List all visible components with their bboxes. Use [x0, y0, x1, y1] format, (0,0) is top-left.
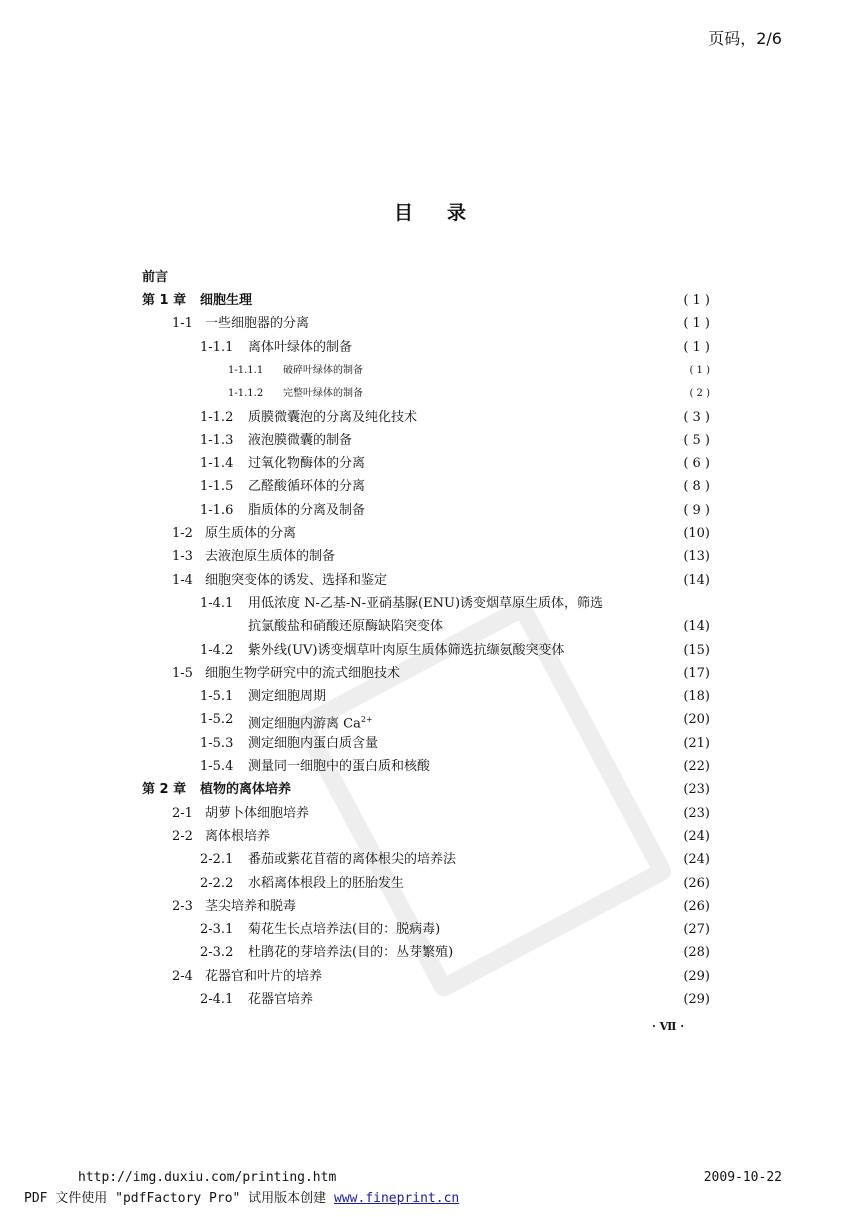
toc-entry-page: ( 1 )	[683, 339, 710, 355]
toc-entry-number: 1-1.6	[200, 502, 234, 518]
toc-dot-leader	[423, 408, 677, 428]
toc-entry-title	[248, 338, 352, 358]
toc-entry-page: (13)	[683, 549, 710, 565]
toc-entry-title	[283, 361, 363, 381]
footer-date: 2009-10-22	[703, 1170, 782, 1185]
toc-entry-page: ( 8 )	[683, 479, 710, 495]
toc-entry-title	[248, 850, 456, 870]
toc-dot-leader	[332, 687, 677, 707]
toc-entry[interactable]	[0, 571, 860, 591]
toc-entry[interactable]	[0, 408, 860, 428]
toc-dot-leader	[371, 477, 677, 497]
toc-entry-title	[200, 291, 252, 311]
toc-entry-title	[205, 804, 309, 824]
toc-entry-number: 1-1.1	[200, 339, 234, 355]
toc-dot-leader	[393, 571, 677, 591]
toc-entry[interactable]	[0, 547, 860, 567]
toc-dot-leader	[371, 454, 677, 474]
toc-entry-title-text: 脂质体的分离及制备	[248, 502, 366, 518]
toc-entry-page: (20)	[683, 712, 710, 728]
toc-dot-leader	[369, 361, 683, 381]
toc-entry-title-text: 细胞突变体的诱发、选择和鉴定	[205, 572, 388, 588]
toc-entry-title-text: 植物的离体培养	[200, 782, 292, 798]
toc-entry[interactable]	[0, 477, 860, 497]
toc-entry[interactable]	[0, 827, 860, 847]
toc-entry-title-text: 完整叶绿体的制备	[283, 388, 363, 400]
toc-dot-leader	[358, 338, 677, 358]
toc-dot-leader	[276, 827, 677, 847]
toc-entry-number: 2-3.2	[200, 945, 234, 961]
toc-entry-title-text: 过氧化物酶体的分离	[248, 456, 366, 472]
toc-dot-leader	[302, 897, 677, 917]
toc-entry-page: ( 6 )	[683, 456, 710, 472]
toc-entry-number: 第 2 章	[142, 782, 187, 798]
toc-entry-title	[248, 501, 365, 521]
toc-entry-number: 1-1.5	[200, 479, 234, 495]
toc-entry-title	[200, 780, 291, 800]
toc-chapter[interactable]	[0, 291, 860, 311]
toc-entry-page: (14)	[683, 572, 710, 588]
toc-entry-title	[248, 408, 417, 428]
toc-entry[interactable]	[0, 710, 860, 730]
toc-entry-title-text: 原生质体的分离	[205, 526, 297, 541]
toc-entry[interactable]	[0, 920, 860, 940]
toc-entry-title-text: 测定细胞周期	[248, 689, 327, 705]
toc-entry-title-text: 花器官和叶片的培养	[205, 968, 323, 984]
toc-dot-leader	[302, 524, 677, 544]
toc-entry-title	[248, 454, 365, 474]
toc-entry-title	[248, 710, 373, 734]
toc-entry-page: (23)	[683, 782, 710, 798]
toc-entry-page: ( 1 )	[689, 364, 710, 376]
toc-dot-leader	[384, 734, 677, 754]
toc-entry-number: 1-5.4	[200, 759, 234, 774]
toc-entry-title-text: 抗氯酸盐和硝酸还原酶缺陷突变体	[248, 619, 444, 635]
toc-preface[interactable]: 前言	[142, 270, 169, 285]
toc-entry-number: 2-4.1	[200, 992, 234, 1007]
toc-entry-title-text: 离体根培养	[205, 828, 271, 844]
toc-dot-leader	[369, 384, 683, 404]
toc-entry-title	[248, 477, 365, 497]
toc-entry[interactable]	[0, 990, 860, 1010]
toc-dot-leader	[410, 874, 677, 894]
toc-entry-title-text: 番茄或紫花苜蓿的离体根尖的培养法	[248, 852, 457, 868]
toc-entry-title	[248, 617, 443, 637]
toc-entry-title-text: 质膜微囊泡的分离及纯化技术	[248, 409, 418, 425]
toc-dot-leader	[315, 804, 677, 824]
page-indicator: 页码，2/6	[708, 29, 782, 48]
toc-entry[interactable]	[0, 617, 860, 637]
toc-entry[interactable]	[0, 641, 860, 661]
toc-entry-title	[205, 827, 270, 847]
toc-entry-page: (23)	[683, 805, 710, 821]
toc-entry-page: (21)	[683, 735, 710, 751]
toc-entry-title-text: 花器官培养	[248, 992, 314, 1007]
toc-chapter[interactable]	[0, 780, 860, 800]
toc-entry-page: ( 1 )	[683, 316, 710, 332]
toc-entry-title	[248, 687, 326, 707]
toc-entry-title	[205, 664, 400, 684]
toc-entry-number: 1-2	[172, 526, 193, 541]
toc-entry[interactable]	[0, 874, 860, 894]
toc-entry-number: 2-4	[172, 968, 193, 984]
toc-entry[interactable]	[0, 943, 860, 963]
toc-entry-title-text: 液泡膜微囊的制备	[248, 432, 353, 448]
toc-entry-title-text: 乙醛酸循环体的分离	[248, 479, 366, 495]
toc-entry-page: (17)	[683, 665, 710, 681]
toc-entry[interactable]	[0, 687, 860, 707]
toc-entry[interactable]	[0, 664, 860, 684]
toc-dot-leader	[436, 757, 677, 777]
toc-entry-page: ( 1 )	[683, 293, 710, 308]
toc-entry-title	[248, 641, 565, 661]
toc-entry-title	[283, 384, 363, 404]
toc-entry-number: 1-1.2	[200, 409, 234, 425]
toc-entry-title-text: 胡萝卜体细胞培养	[205, 805, 310, 821]
toc-entry-number: 1-5.3	[200, 735, 234, 751]
toc-entry-page: ( 9 )	[683, 502, 710, 518]
toc-entry-number: 1-1	[172, 316, 193, 332]
toc-entry[interactable]	[0, 454, 860, 474]
toc-entry-number: 2-2.1	[200, 852, 234, 868]
toc-entry-page: (22)	[683, 759, 710, 774]
toc-entry-number: 2-3.1	[200, 922, 234, 938]
page-title: 目录	[393, 202, 500, 224]
toc-entry-title	[205, 571, 387, 591]
toc-entry-number: 1-3	[172, 549, 193, 565]
toc-entry[interactable]	[0, 384, 860, 404]
toc-entry-title	[248, 757, 430, 777]
toc-entry-title-text: 细胞生理	[200, 293, 253, 308]
toc-entry[interactable]	[0, 594, 860, 614]
toc-entry-title	[248, 874, 404, 894]
toc-entry-title-text: 细胞生物学研究中的流式细胞技术	[205, 665, 401, 681]
toc-entry-number: 第 1 章	[142, 293, 187, 308]
toc-dot-leader	[358, 431, 677, 451]
toc-entry[interactable]	[0, 501, 860, 521]
toc-entry-page: (27)	[683, 922, 710, 938]
toc-entry[interactable]	[0, 850, 860, 870]
toc-dot-leader	[571, 641, 678, 661]
toc-entry-title-text: 离体叶绿体的制备	[248, 339, 353, 355]
toc-entry-page: (26)	[683, 898, 710, 914]
toc-entry-title	[205, 967, 322, 987]
toc-dot-leader	[449, 617, 677, 637]
toc-entry[interactable]	[0, 967, 860, 987]
toc-entry-number: 1-4.1	[200, 595, 234, 611]
toc-entry-number: 2-2.2	[200, 875, 234, 891]
toc-entry-title	[205, 547, 335, 567]
toc-entry-number: 1-4	[172, 572, 193, 588]
page-number-roman: · Ⅶ ·	[652, 1020, 685, 1033]
toc-entry[interactable]	[0, 431, 860, 451]
toc-entry-number: 1-1.1.1	[228, 364, 264, 376]
toc-entry-number: 2-3	[172, 898, 193, 914]
fineprint-link[interactable]: www.fineprint.cn	[334, 1191, 460, 1206]
toc-entry-number: 1-1.4	[200, 456, 234, 472]
toc-entry-title	[248, 920, 440, 940]
toc-entry-title-text: 菊花生长点培养法(目的：脱病毒)	[248, 922, 441, 938]
pdf-note-text: PDF 文件使用 "pdfFactory Pro" 试用版本创建	[24, 1191, 335, 1206]
toc-entry-superscript: 2+	[360, 715, 373, 725]
toc-dot-leader	[379, 710, 678, 730]
toc-entry-title	[248, 990, 313, 1010]
toc-entry[interactable]	[0, 804, 860, 824]
toc-dot-leader	[258, 291, 677, 311]
toc-entry[interactable]	[0, 338, 860, 358]
toc-entry[interactable]	[0, 734, 860, 754]
toc-entry-title-text: 用低浓度 N-乙基-N-亚硝基脲(ENU)诱变烟草原生质体，筛选	[248, 595, 604, 611]
toc-entry-title-text: 测量同一细胞中的蛋白质和核酸	[248, 759, 431, 774]
toc-entry-title	[248, 594, 603, 614]
toc-entry-page: (24)	[683, 828, 710, 844]
footer-url[interactable]: http://img.duxiu.com/printing.htm	[78, 1170, 337, 1185]
toc-entry-title	[248, 943, 453, 963]
toc-entry-title-text: 去液泡原生质体的制备	[205, 549, 336, 565]
footer-pdf-note	[24, 1187, 459, 1206]
toc-dot-leader	[297, 780, 677, 800]
toc-entry-title	[205, 314, 309, 334]
toc-entry-page: (24)	[683, 852, 710, 868]
toc-entry-page: (15)	[683, 642, 710, 658]
toc-entry-number: 1-1.3	[200, 432, 234, 448]
toc-entry-page: ( 5 )	[683, 432, 710, 448]
toc-entry-number: 1-5.2	[200, 712, 234, 728]
toc-entry-title-text: 一些细胞器的分离	[205, 316, 310, 332]
toc-entry-page: (18)	[683, 689, 710, 705]
toc-entry[interactable]	[0, 361, 860, 381]
toc-entry-number: 1-1.1.2	[228, 388, 264, 400]
toc-entry-page: (10)	[683, 526, 710, 541]
toc-entry-page: ( 2 )	[689, 388, 710, 400]
toc-entry-title-text: 杜鹃花的芽培养法(目的：丛芽繁殖)	[248, 945, 454, 961]
toc-entry-title-text: 破碎叶绿体的制备	[283, 364, 363, 376]
toc-dot-leader	[341, 547, 677, 567]
toc-entry-title-text: 茎尖培养和脱毒	[205, 898, 297, 914]
toc-dot-leader	[315, 314, 677, 334]
toc-entry-number: 1-5	[172, 665, 193, 681]
toc-entry-title-text: 水稻离体根段上的胚胎发生	[248, 875, 405, 891]
toc-entry-number: 2-2	[172, 828, 193, 844]
toc-entry-page: ( 3 )	[683, 409, 710, 425]
toc-entry-number: 1-4.2	[200, 642, 234, 658]
toc-entry-title	[205, 897, 296, 917]
toc-dot-leader	[459, 943, 677, 963]
toc-dot-leader	[446, 920, 677, 940]
toc-dot-leader	[371, 501, 677, 521]
toc-entry[interactable]	[0, 524, 860, 544]
toc-entry-title-text: 测定细胞内蛋白质含量	[248, 735, 379, 751]
toc-dot-leader	[462, 850, 677, 870]
toc-entry-title	[248, 431, 352, 451]
toc-dot-leader	[319, 990, 677, 1010]
toc-entry-title-text: 紫外线(UV)诱变烟草叶肉原生质体筛选抗缬氨酸突变体	[248, 642, 565, 658]
toc-entry-page: (28)	[683, 945, 710, 961]
toc-entry-title-text: 测定细胞内游离 Ca	[248, 716, 361, 732]
toc-entry-number: 1-5.1	[200, 689, 234, 705]
toc-entry-title	[248, 734, 378, 754]
toc-entry-page: (26)	[683, 875, 710, 891]
toc-entry-page: (29)	[683, 992, 710, 1007]
toc-entry-page: (14)	[683, 619, 710, 635]
toc-entry[interactable]	[0, 897, 860, 917]
toc-entry-page: (29)	[683, 968, 710, 984]
toc-dot-leader	[406, 664, 677, 684]
toc-entry[interactable]	[0, 757, 860, 777]
toc-entry-number: 2-1	[172, 805, 193, 821]
toc-entry-title	[205, 524, 296, 544]
toc-dot-leader	[328, 967, 677, 987]
toc-entry[interactable]	[0, 314, 860, 334]
